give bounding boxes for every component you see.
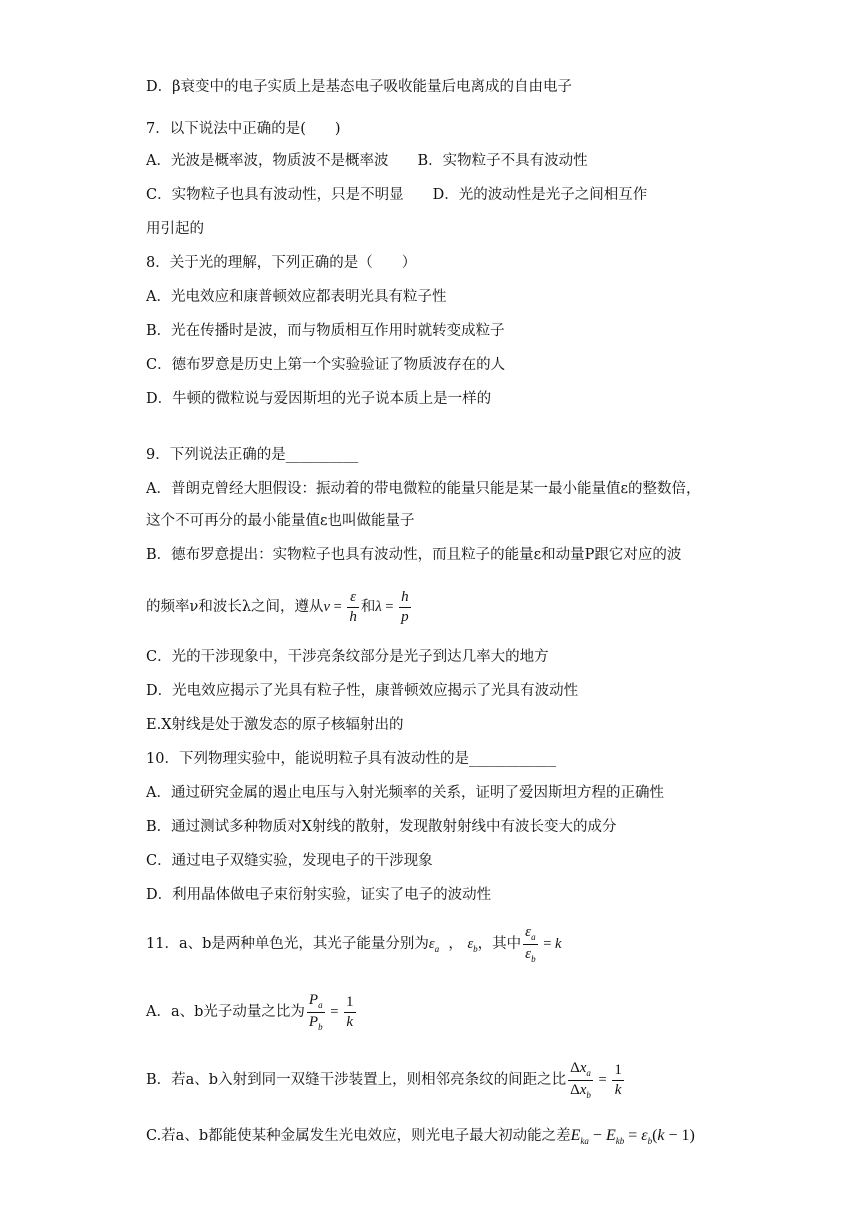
question-9-option-c: C．光的干涉现象中，干涉亮条纹部分是光子到达几率大的地方 (146, 649, 549, 665)
question-8-option-a: A．光电效应和康普顿效应都表明光具有粒子性 (146, 289, 447, 305)
question-8-option-d: D．牛顿的微粒说与爱因斯坦的光子说本质上是一样的 (146, 391, 492, 407)
question-9-option-b-line1: B．德布罗意提出：实物粒子也具有波动性，而且粒子的能量ε和动量P跟它对应的波 (146, 547, 682, 563)
q11-stem-mid: ，其中 (477, 936, 522, 952)
question-7-options-cont: 用引起的 (146, 221, 204, 237)
q11-sep: ， (448, 936, 463, 952)
question-7-options-cd: C．实物粒子也具有波动性，只是不明显 D．光的波动性是光子之间相互作 (146, 187, 648, 203)
question-10-option-b: B．通过测试多种物质对X射线的散射，发现散射射线中有波长变大的成分 (146, 819, 617, 835)
q11-b-prefix: B．若a、b入射到同一双缝干涉装置上，则相邻亮条纹的间距之比 (146, 1072, 567, 1088)
question-9-option-b-line2 (146, 582, 413, 632)
b2-prefix: 的频率ν和波长λ之间，遵从 (146, 599, 324, 615)
question-8-stem: 8．关于光的理解，下列正确的是（ ） (146, 255, 417, 271)
q11-c-formula: $E_{ka} - E_{kb} = \varepsilon_b(k - 1)$ (570, 1127, 695, 1147)
q6-option-d: D．β衰变中的电子实质上是基态电子吸收能量后电离成的自由电子 (146, 79, 573, 95)
question-8-option-b: B．光在传播时是波，而与物质相互作用时就转变成粒子 (146, 323, 505, 339)
question-11-option-a (146, 990, 358, 1034)
question-9-option-d: D．光电效应揭示了光具有粒子性，康普顿效应揭示了光具有波动性 (146, 683, 579, 699)
question-9-option-a-line2: 这个不可再分的最小能量值ε也叫做能量子 (146, 513, 415, 529)
question-9-option-a-line1: A．普朗克曾经大胆假设：振动着的带电微粒的能量只能是某一最小能量值ε的整数倍， (146, 481, 701, 497)
q11-ratio-formula: $\frac{\varepsilon_a}{\varepsilon_b}$ = k (525, 924, 562, 965)
question-8-option-c: C．德布罗意是历史上第一个实验验证了物质波存在的人 (146, 357, 506, 373)
question-7-stem: 7．以下说法中正确的是( ) (146, 121, 341, 137)
b2-and: 和 (360, 599, 376, 615)
question-11-option-b (146, 1058, 626, 1102)
question-9-stem: 9．下列说法正确的是__________ (146, 447, 359, 463)
question-10-stem: 10．下列物理实验中，能说明粒子具有波动性的是____________ (146, 751, 556, 767)
nu-formula: ν = $\frac{\varepsilon}{h}$ (323, 589, 357, 626)
q11-b-formula: $\frac{\Delta x_a}{\Delta x_b}$ = $\frac{1}{k}$ (570, 1060, 622, 1101)
question-10-option-c: C．通过电子双缝实验，发现电子的干涉现象 (146, 853, 433, 869)
question-11-option-c (146, 1124, 695, 1153)
lambda-formula: λ = $\frac{h}{p}$ (375, 589, 409, 626)
question-10-option-a: A．通过研究金属的遏止电压与入射光频率的关系，证明了爱因斯坦方程的正确性 (146, 785, 664, 801)
question-10-option-d: D．利用晶体做电子束衍射实验，证实了电子的波动性 (146, 887, 492, 903)
question-9-option-e: E.X射线是处于激发态的原子核辐射出的 (146, 717, 404, 733)
q11-stem-prefix: 11．a、b是两种单色光，其光子能量分别为 (146, 936, 429, 952)
question-7-options-ab: A．光波是概率波，物质波不是概率波 B．实物粒子不具有波动性 (146, 153, 588, 169)
q11-a-prefix: A．a、b光子动量之比为 (146, 1004, 305, 1020)
q11-c-prefix: C.若a、b都能使某种金属发生光电效应，则光电子最大初动能之差 (146, 1128, 571, 1144)
question-11-stem: 11．a、b是两种单色光，其光子能量分别为$\varepsilon_a$ ， $\varepsilon_b$，其中 $\frac{\varepsilon_a}{\varepsilon_b}$ = k (146, 924, 562, 965)
q11-a-formula: $\frac{P_a}{P_b}$ = $\frac{1}{k}$ (308, 992, 354, 1033)
